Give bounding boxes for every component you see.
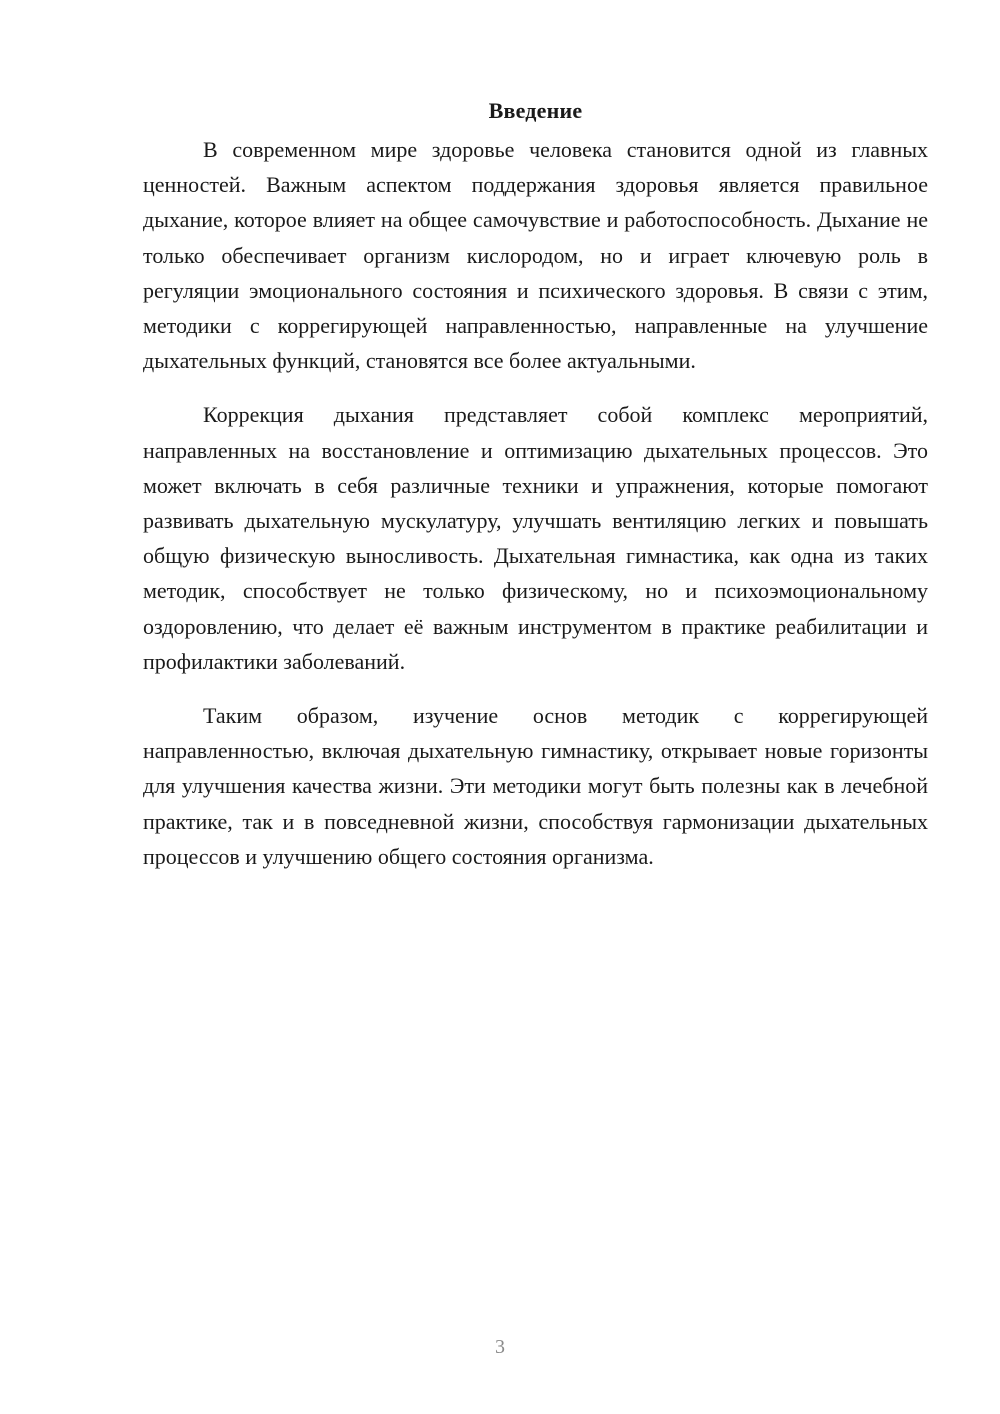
paragraph-3: Таким образом, изучение основ методик с коррегирующей направленностью, включая дыхательную гимнастику, открывает новые горизонты для улучшения качества жизни. Эти методики могут быть полезны как в лечебной практике, так и в повседневной жизни, способствуя гармонизации дыхательных процессов и улучшению общего состояния организма.	[143, 703, 928, 869]
paragraph-1: В современном мире здоровье человека становится одной из главных ценностей. Важным аспектом поддержания здоровья является правильное дыхание, которое влияет на общее самочувствие и работоспособность. Дыхание не только обеспечивает организм кислородом, но и играет ключевую роль в регуляции эмоционального состояния и психического здоровья. В связи с этим, методики с коррегирующей направленностью, направленные на улучшение дыхательных функций, становятся все более актуальными.	[143, 137, 928, 374]
paragraph-2: Коррекция дыхания представляет собой комплекс мероприятий, направленных на восстановление и оптимизацию дыхательных процессов. Это может включать в себя различные техники и упражнения, которые помогают развивать дыхательную мускулатуру, улучшать вентиляцию легких и повышать общую физическую выносливость. Дыхательная гимнастика, как одна из таких методик, способствует не только физическому, но и психоэмоциональному оздоровлению, что делает её важным инструментом в практике реабилитации и профилактики заболеваний.	[143, 402, 928, 674]
section-heading: Введение	[488, 98, 583, 123]
page-content	[143, 96, 928, 893]
page-number: 3	[495, 1336, 505, 1358]
